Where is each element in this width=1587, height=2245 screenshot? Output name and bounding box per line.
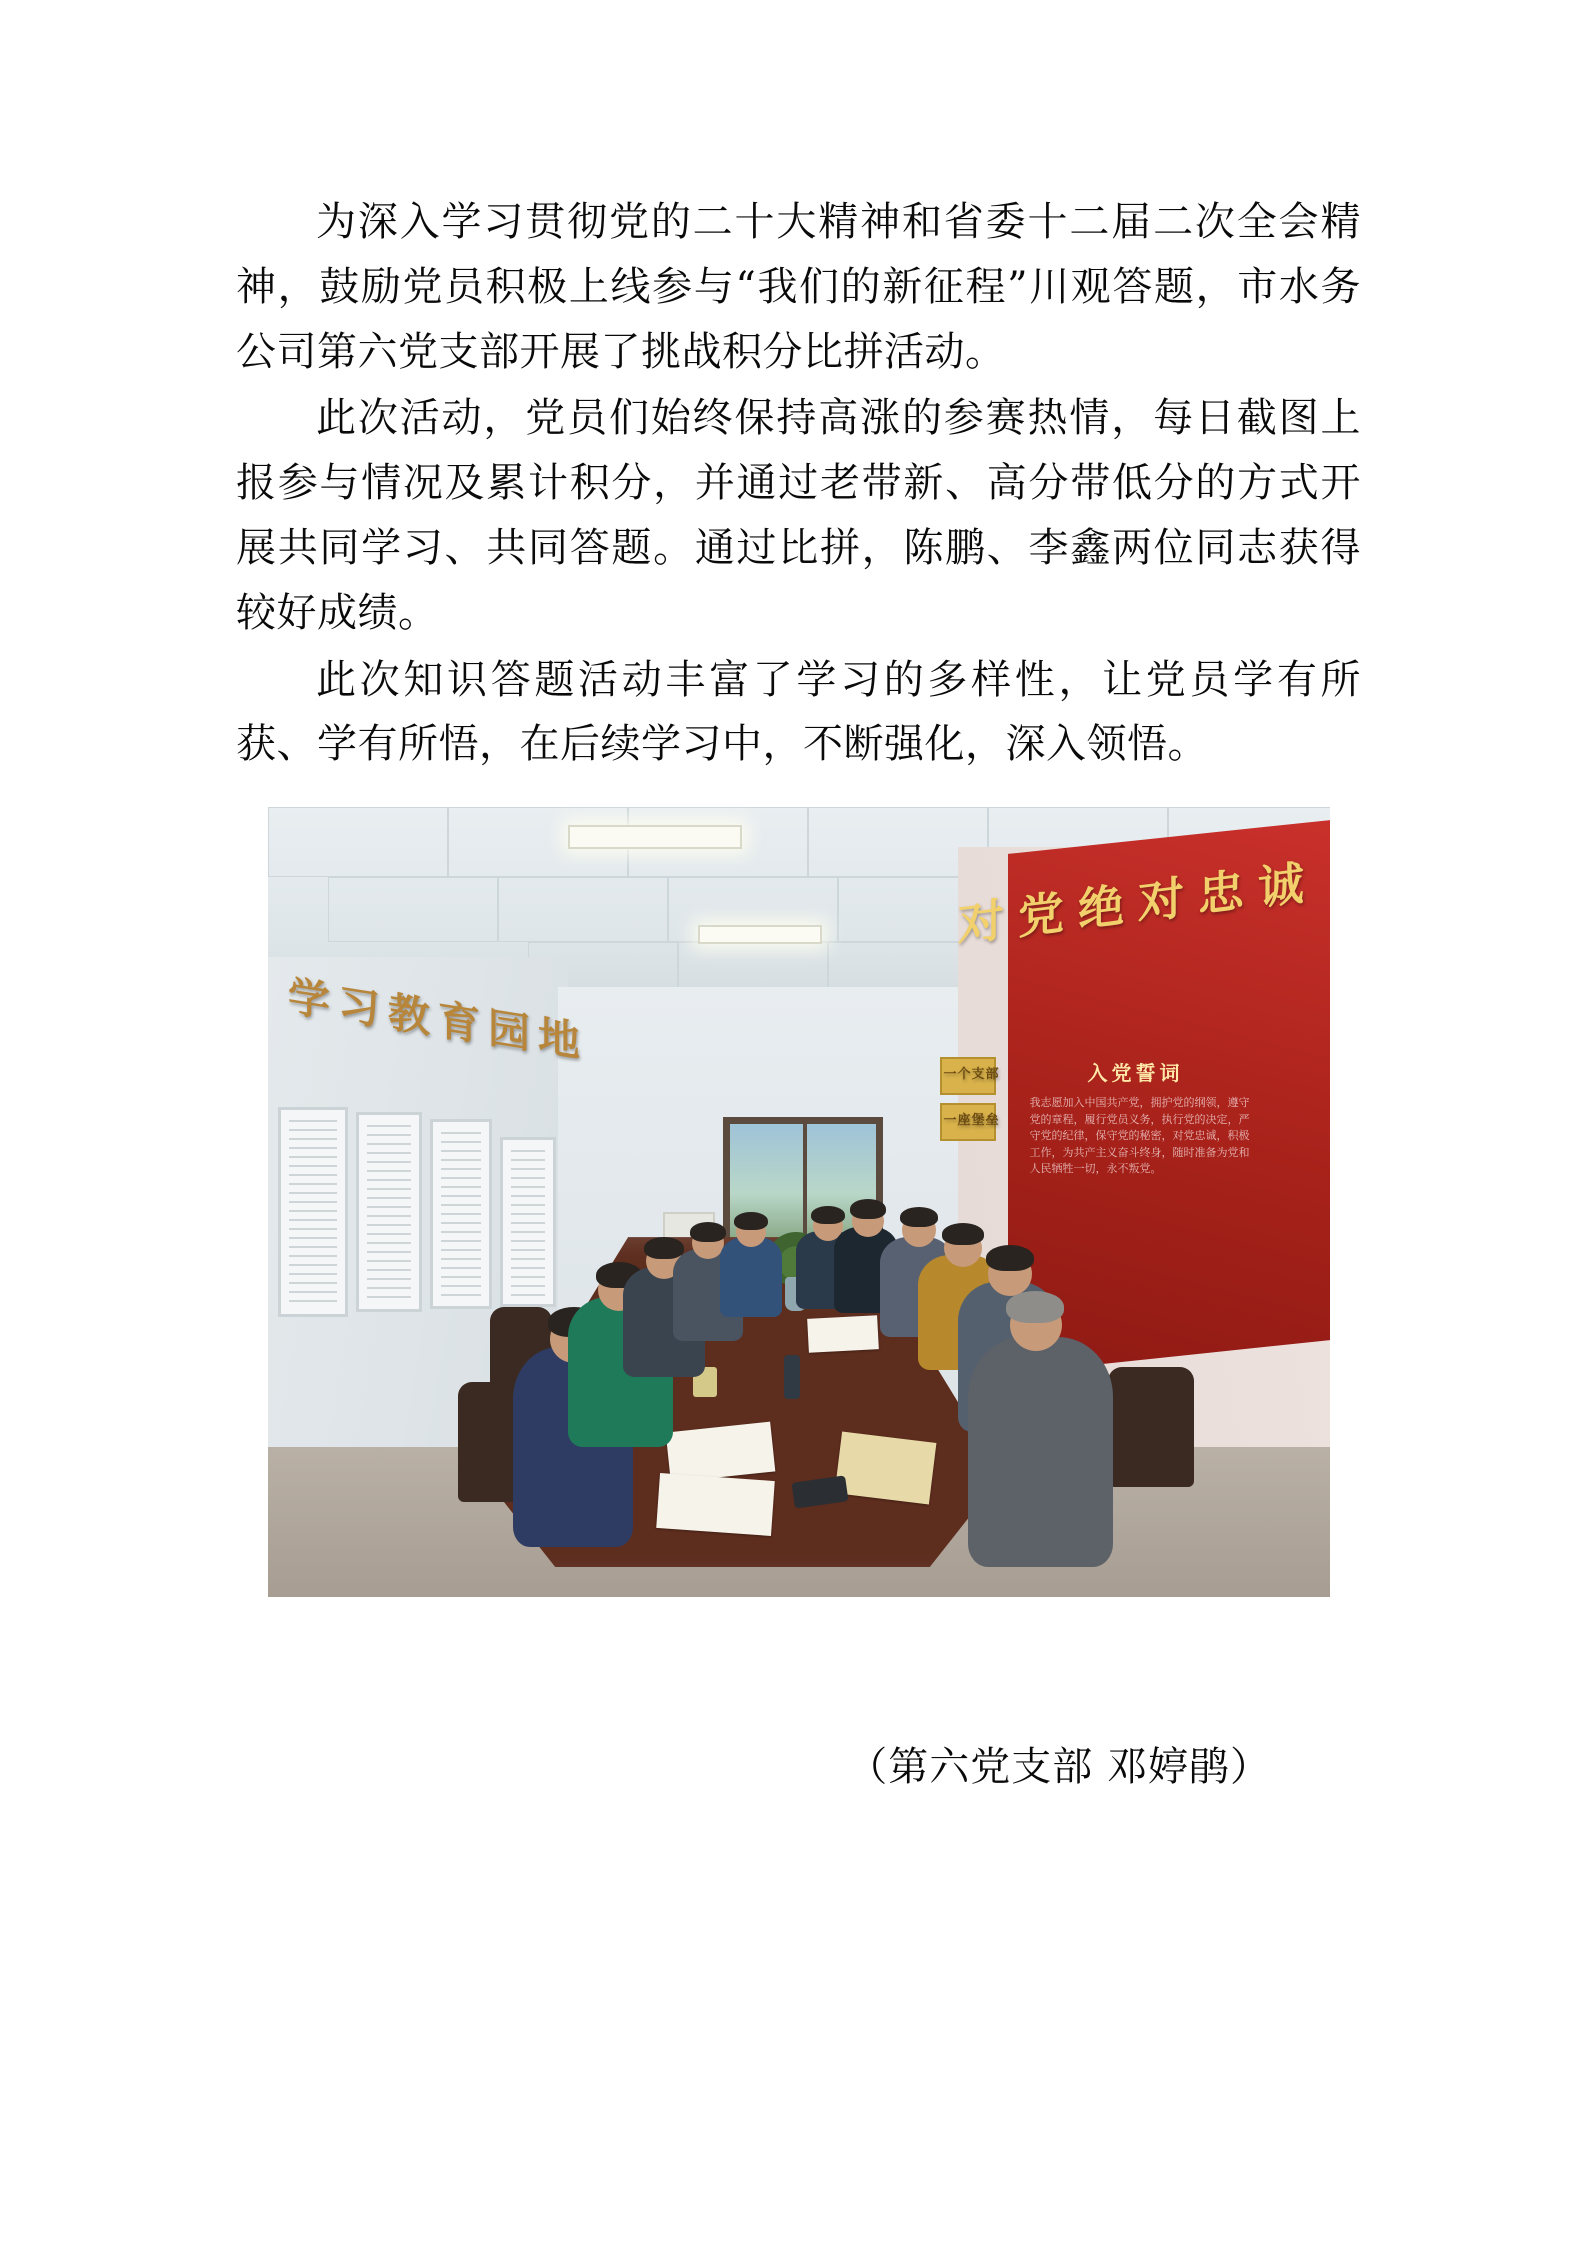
ceiling-light-1 bbox=[568, 825, 742, 849]
participant-left-3-hair bbox=[644, 1237, 684, 1259]
participant-right-3-hair bbox=[986, 1245, 1034, 1271]
participant-back-3-hair bbox=[850, 1199, 886, 1219]
participant-back-2-hair bbox=[811, 1206, 845, 1224]
meeting-photo bbox=[268, 807, 1330, 1597]
wall-board-3 bbox=[430, 1119, 492, 1309]
document-body bbox=[236, 190, 1361, 1597]
plaque-2-text: 一座堡垒 bbox=[943, 1113, 1000, 1129]
participant-right-2-hair bbox=[942, 1223, 984, 1245]
table-paper-2 bbox=[656, 1473, 775, 1536]
right-wall-slogan-text: 对党绝对忠诚 bbox=[957, 854, 1318, 953]
wall-board-4 bbox=[500, 1137, 556, 1307]
wall-board-2 bbox=[356, 1112, 422, 1312]
paragraph-2: 此次活动，党员们始终保持高涨的参赛热情，每日截图上报参与情况及累计积分，并通过老带新、高分带低分的方式开展共同学习、共同答题。通过比拼，陈鹏、李鑫两位同志获得较好成绩。 bbox=[236, 395, 1361, 636]
figure-container bbox=[236, 807, 1361, 1597]
wall-board-1 bbox=[278, 1107, 348, 1317]
water-bottle bbox=[784, 1355, 800, 1399]
oath-title-text: 入党誓词 bbox=[1087, 1061, 1184, 1086]
participant-back-1 bbox=[720, 1237, 782, 1317]
participant-left-4-hair bbox=[690, 1222, 726, 1242]
oath-body-text: 我志愿加入中国共产党，拥护党的纲领，遵守党的章程，履行党员义务，执行党的决定，严守党的纪律，保守党的秘密，对党忠诚，积极工作，为共产主义奋斗终身，随时准备为党和人民牺牲一切，永不叛党。 bbox=[1029, 1096, 1250, 1176]
chair-right-1 bbox=[1108, 1367, 1194, 1487]
document-signature: （第六党支部 邓婷鹃） bbox=[847, 1744, 1271, 1790]
paragraph-3: 此次知识答题活动丰富了学习的多样性，让党员学有所获、学有所悟，在后续学习中，不断强化，深入领悟。 bbox=[236, 656, 1361, 768]
table-paper-4 bbox=[807, 1315, 879, 1353]
paragraph-1: 为深入学习贯彻党的二十大精神和省委十二届二次全会精神，鼓励党员积极上线参与“我们的新征程”川观答题，市水务公司第六党支部开展了挑战积分比拼活动。 bbox=[236, 199, 1361, 375]
participant-right-4-hair bbox=[1006, 1291, 1064, 1323]
participant-back-1-hair bbox=[734, 1212, 768, 1230]
ceiling-light-2 bbox=[698, 925, 822, 944]
participant-right-4 bbox=[968, 1337, 1113, 1567]
plaque-1-text: 一个支部 bbox=[943, 1067, 1000, 1083]
participant-right-1-hair bbox=[900, 1207, 938, 1227]
left-wall-title-text: 学习教育园地 bbox=[287, 971, 588, 1068]
table-paper-3 bbox=[834, 1432, 936, 1505]
